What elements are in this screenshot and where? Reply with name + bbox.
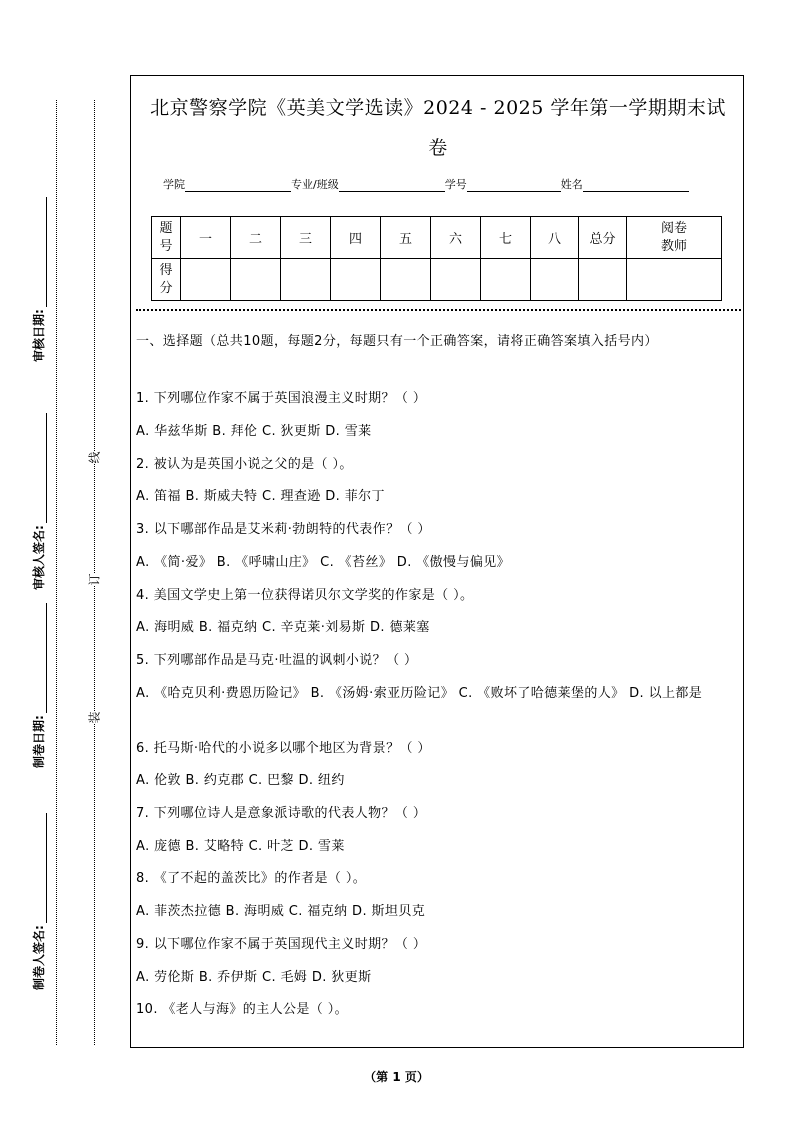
options-6: A. 伦敦 B. 约克郡 C. 巴黎 D. 纽约 xyxy=(136,773,345,788)
question-1: 1. 下列哪位作家不属于英国浪漫主义时期？（ ） xyxy=(136,391,427,406)
score-table xyxy=(151,216,722,301)
question-3: 3. 以下哪部作品是艾米莉·勃朗特的代表作？（ ） xyxy=(136,522,431,537)
name-field[interactable] xyxy=(583,179,689,192)
score-cell[interactable] xyxy=(381,259,431,301)
college-label: 学院 xyxy=(163,178,185,191)
question-5: 5. 下列哪部作品是马克·吐温的讽刺小说？（ ） xyxy=(136,653,418,668)
score-col-4: 四 xyxy=(331,217,381,259)
major-field[interactable] xyxy=(339,179,445,192)
cut-mark-line: 线 xyxy=(85,451,104,463)
options-2: A. 笛福 B. 斯威夫特 C. 理查逊 D. 菲尔丁 xyxy=(136,489,385,504)
score-cell[interactable] xyxy=(579,259,627,301)
options-4: A. 海明威 B. 福克纳 C. 辛克莱·刘易斯 D. 德莱塞 xyxy=(136,620,430,635)
question-9: 9. 以下哪位作家不属于英国现代主义时期？（ ） xyxy=(136,937,427,952)
options-7: A. 庞德 B. 艾略特 C. 叶芝 D. 雪莱 xyxy=(136,839,345,854)
paper-date-label: 制卷日期: xyxy=(30,603,47,768)
score-cell[interactable] xyxy=(231,259,281,301)
name-label: 姓名 xyxy=(560,178,583,191)
cut-mark-bind: 订 xyxy=(85,573,104,585)
binding-dotted-line-outer xyxy=(56,100,57,1045)
student-id-label: 学号 xyxy=(444,178,467,191)
score-table-header-row xyxy=(152,217,722,259)
options-5: A. 《哈克贝利·费恩历险记》 B. 《汤姆·索亚历险记》 C. 《败坏了哈德莱堡的人》 D. 以上都是 xyxy=(136,686,703,701)
section-1-heading: 一、选择题（总共10题，每题2分，每题只有一个正确答案，请将正确答案填入括号内） xyxy=(136,334,658,349)
review-date-blank[interactable] xyxy=(34,197,47,307)
paper-maker-signature-label: 制卷人签名: xyxy=(30,813,47,990)
score-cell[interactable] xyxy=(627,259,722,301)
score-col-1: 一 xyxy=(181,217,231,259)
question-4: 4. 美国文学史上第一位获得诺贝尔文学奖的作家是（ ）。 xyxy=(136,588,474,603)
score-cell[interactable] xyxy=(431,259,481,301)
score-cell[interactable] xyxy=(531,259,579,301)
review-date-label: 审核日期: xyxy=(30,197,47,362)
score-col-7: 七 xyxy=(481,217,531,259)
reviewer-signature-label: 审核人签名: xyxy=(30,413,47,590)
score-cell[interactable] xyxy=(181,259,231,301)
major-label: 专业/班级 xyxy=(291,178,339,191)
score-cell[interactable] xyxy=(281,259,331,301)
exam-frame xyxy=(130,75,744,1048)
student-info-line xyxy=(163,176,689,192)
exam-title: 北京警察学院《英美文学选读》2024 - 2025 学年第一学期期末试 卷 xyxy=(150,97,726,159)
options-1: A. 华兹华斯 B. 拜伦 C. 狄更斯 D. 雪莱 xyxy=(136,424,372,439)
score-col-total: 总分 xyxy=(579,217,627,259)
question-7: 7. 下列哪位诗人是意象派诗歌的代表人物？（ ） xyxy=(136,806,427,821)
options-3: A. 《简·爱》 B. 《呼啸山庄》 C. 《苔丝》 D. 《傲慢与偏见》 xyxy=(136,555,511,570)
reviewer-signature-blank[interactable] xyxy=(34,413,47,523)
binding-margin xyxy=(0,0,125,1122)
question-8: 8. 《了不起的盖茨比》的作者是（ ）。 xyxy=(136,871,367,886)
score-col-5: 五 xyxy=(381,217,431,259)
student-id-field[interactable] xyxy=(467,179,561,192)
cut-mark-install: 装 xyxy=(85,711,104,723)
score-col-grader: 阅卷 教师 xyxy=(627,217,722,259)
score-col-3: 三 xyxy=(281,217,331,259)
question-2: 2. 被认为是英国小说之父的是（ ）。 xyxy=(136,457,353,472)
score-cell[interactable] xyxy=(331,259,381,301)
paper-date-blank[interactable] xyxy=(34,603,47,713)
question-number-label: 题 号 xyxy=(152,217,181,259)
options-8: A. 菲茨杰拉德 B. 海明威 C. 福克纳 D. 斯坦贝克 xyxy=(136,904,426,919)
section-separator xyxy=(136,309,741,311)
score-col-2: 二 xyxy=(231,217,281,259)
score-table-score-row xyxy=(152,259,722,301)
question-6: 6. 托马斯·哈代的小说多以哪个地区为背景？（ ） xyxy=(136,741,431,756)
score-col-6: 六 xyxy=(431,217,481,259)
question-10: 10. 《老人与海》的主人公是（ ）。 xyxy=(136,1002,349,1017)
score-cell[interactable] xyxy=(481,259,531,301)
paper-maker-signature-blank[interactable] xyxy=(34,813,47,923)
page-number: （第 1 页） xyxy=(364,1070,429,1084)
score-row-label: 得 分 xyxy=(152,259,181,301)
college-field[interactable] xyxy=(185,179,291,192)
score-col-8: 八 xyxy=(531,217,579,259)
options-9: A. 劳伦斯 B. 乔伊斯 C. 毛姆 D. 狄更斯 xyxy=(136,970,372,985)
